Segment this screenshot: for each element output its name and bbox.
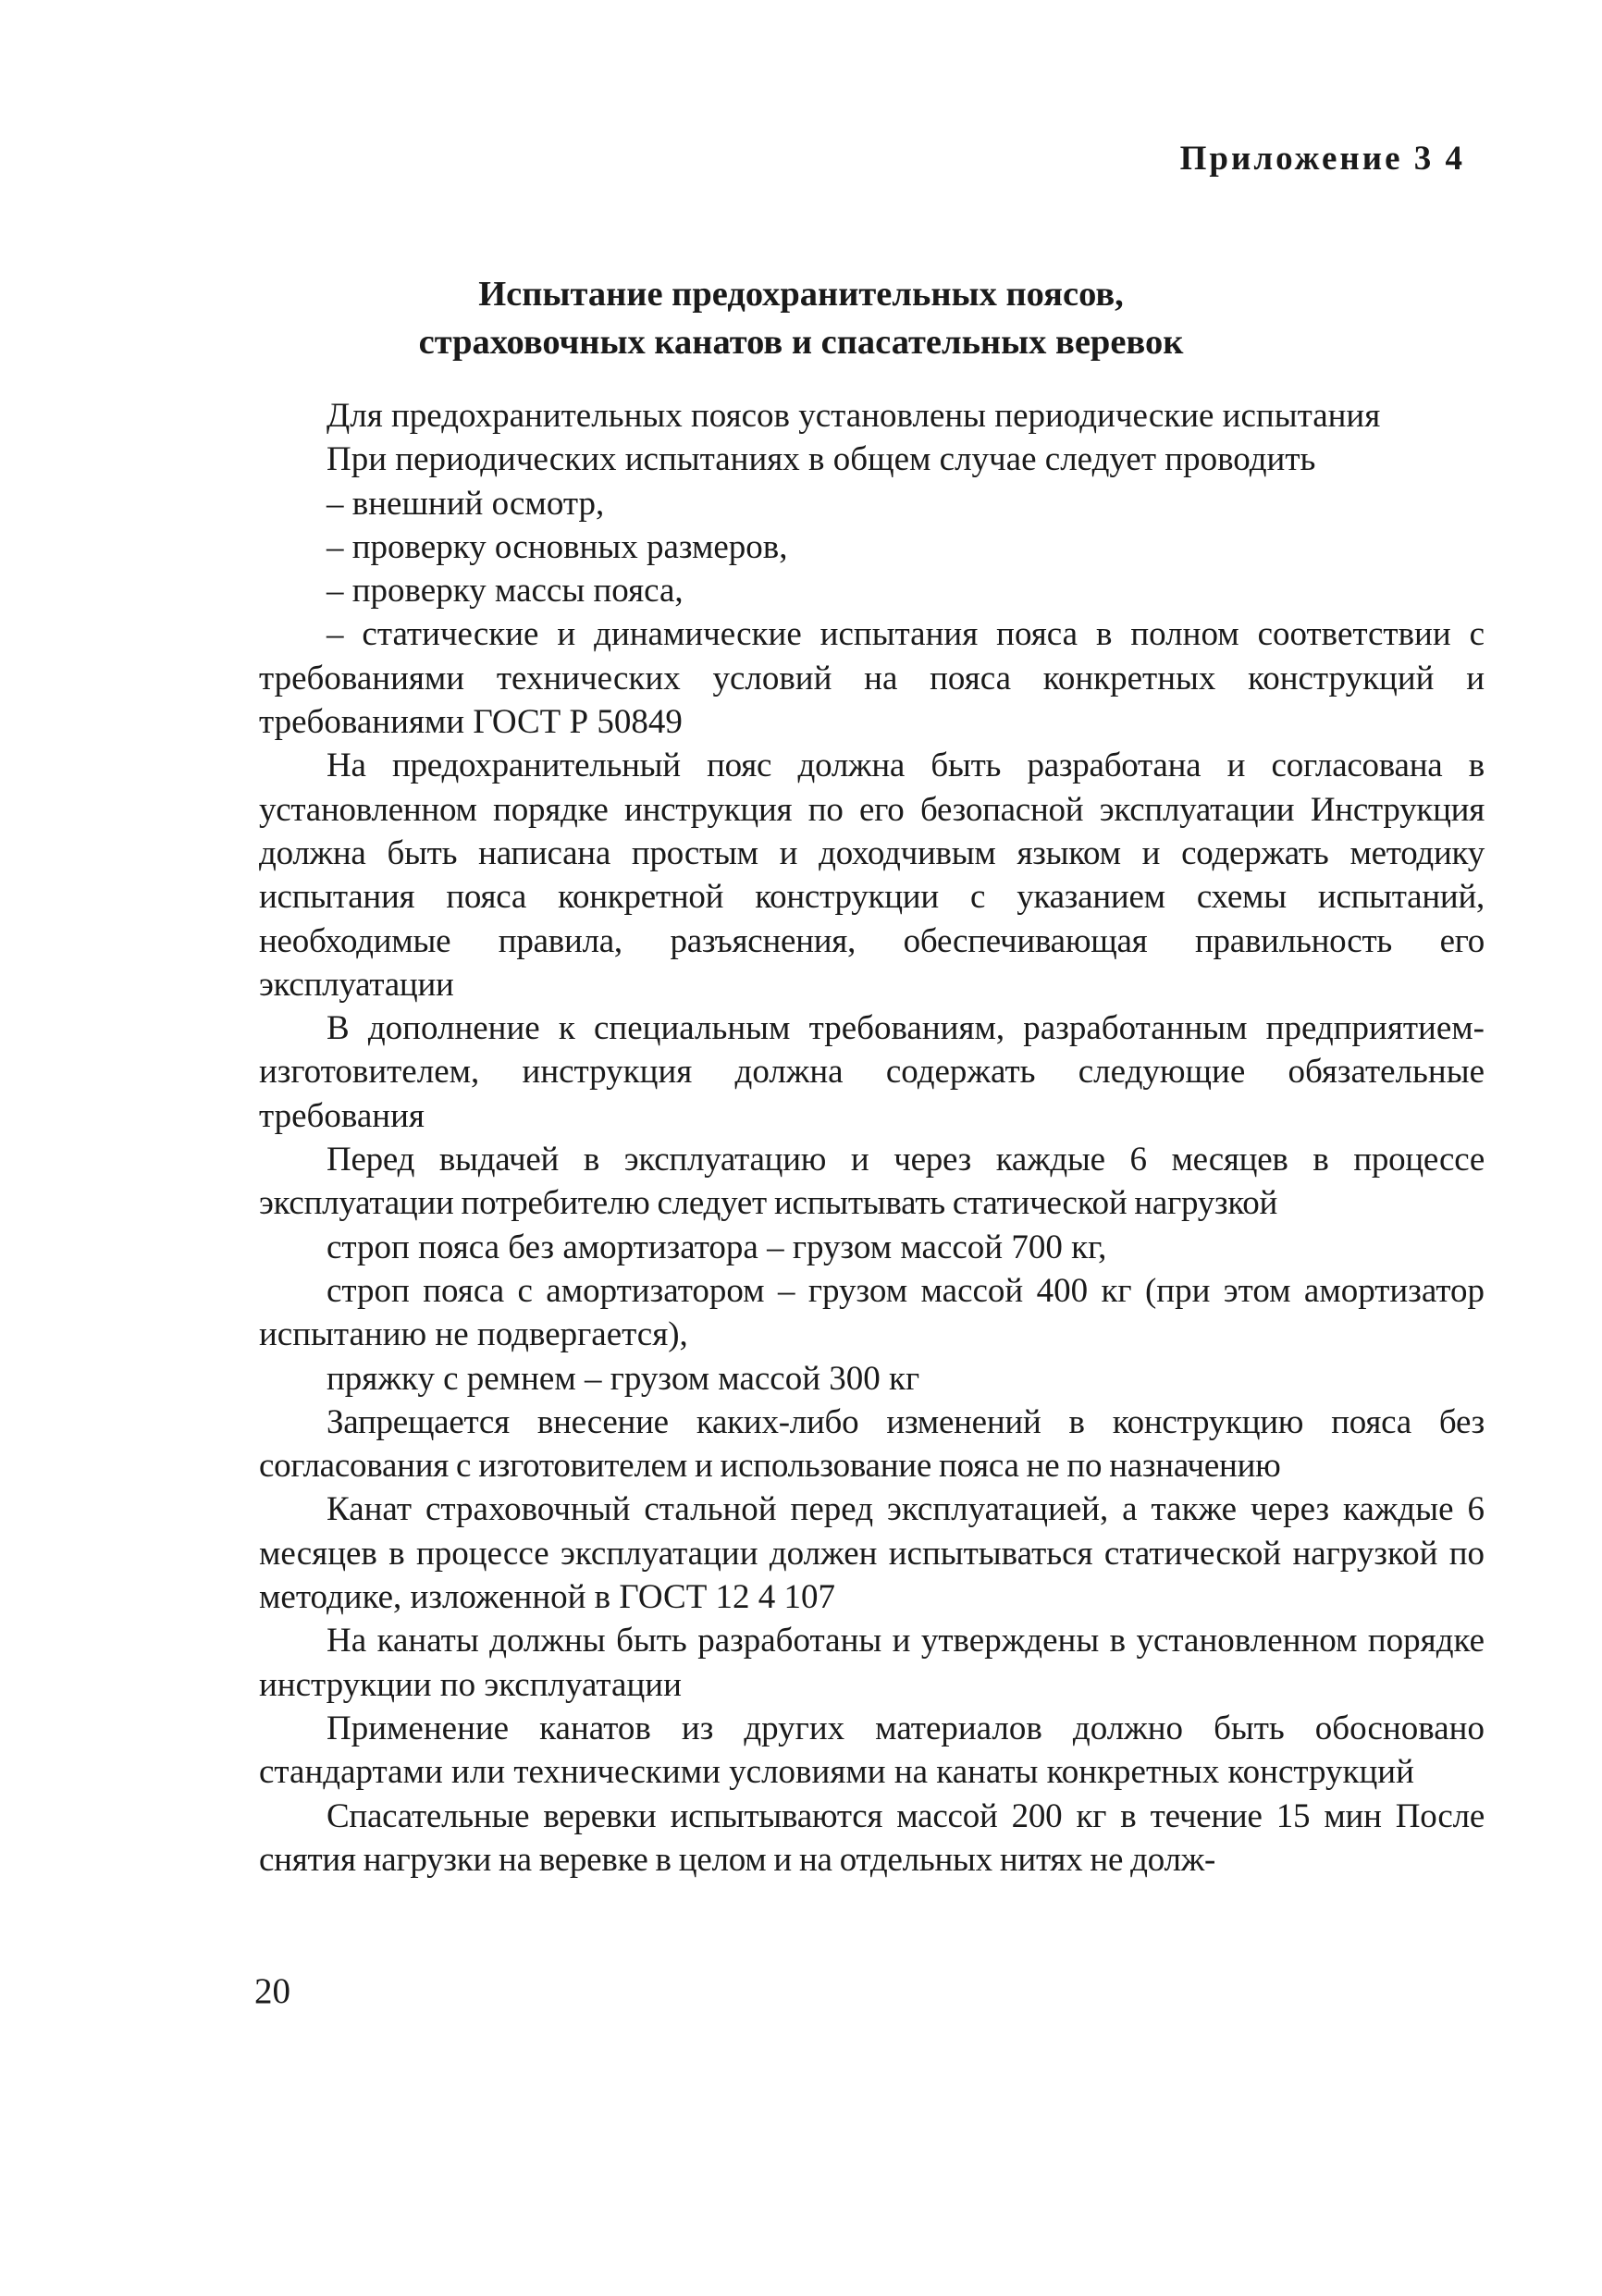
page-number: 20 (254, 1971, 290, 2011)
paragraph: Канат страховочный стальной перед эксплуатацией, а также через каждые 6 месяцев в процессе эксплуатации должен испытываться статической нагрузкой по методике, изложенной в ГОСТ 12 4 107 (259, 1490, 1485, 1617)
list-item: строп пояса с амортизатором – грузом массой 400 кг (при этом амортизатор испытанию не подвергается), (259, 1271, 1485, 1354)
paragraph: На предохранительный пояс должна быть разработана и согласована в установленном порядке инструкция по его безопасной эксплуатации Инструкция должна быть написана простым и доходчивым языком и содержать методику испытания пояса конкретной конструкции с указанием схемы испытаний, необходимые правила, разъяснения, обеспечивающая правильность его эксплуатации (259, 747, 1485, 1004)
paragraph: Запрещается внесение каких-либо изменений в конструкцию пояса без согласования с изготовителем и использование пояса не по назначению (259, 1402, 1485, 1486)
paragraph: В дополнение к специальным требованиям, разработанным предприятием-изготовителем, инструкция должна содержать следующие обязательные требования (259, 1009, 1485, 1135)
list-item: – внешний осмотр, (327, 484, 605, 523)
paragraph: Перед выдачей в эксплуатацию и через каждые 6 месяцев в процессе эксплуатации потребителю следует испытывать статической нагрузкой (259, 1141, 1485, 1223)
list-item: – проверку основных размеров, (327, 527, 788, 566)
list-item: строп пояса без амортизатора – грузом массой 700 кг, (327, 1228, 1107, 1266)
list-item: – проверку массы пояса, (327, 572, 684, 611)
paragraph: Для предохранительных поясов установлены периодические испытания (327, 397, 1381, 435)
title-line-2: страховочных канатов и спасательных веревок (418, 323, 1184, 362)
list-item: – статические и динамические испытания пояса в полном соответствии с требованиями технических условий на пояса конкретных конструкций и требованиями ГОСТ Р 50849 (259, 615, 1485, 742)
appendix-label: Приложение 3 4 (1179, 140, 1465, 178)
paragraph: При периодических испытаниях в общем случае следует проводить (327, 440, 1316, 479)
list-item: пряжку с ремнем – грузом массой 300 кг (327, 1359, 920, 1398)
document-title (0, 270, 1602, 366)
paragraph: Применение канатов из других материалов должно быть обосновано стандартами или техническими условиями на канаты конкретных конструкций (259, 1709, 1485, 1792)
paragraph: На канаты должны быть разработаны и утверждены в установленном порядке инструкции по эксплуатации (259, 1622, 1485, 1704)
document-body (259, 394, 1485, 1882)
title-line-1: Испытание предохранительных поясов, (478, 275, 1124, 314)
paragraph: Спасательные веревки испытываются массой 200 кг в течение 15 мин После снятия нагрузки на веревке в целом и на отдельных нитях не долж- (259, 1796, 1485, 1879)
